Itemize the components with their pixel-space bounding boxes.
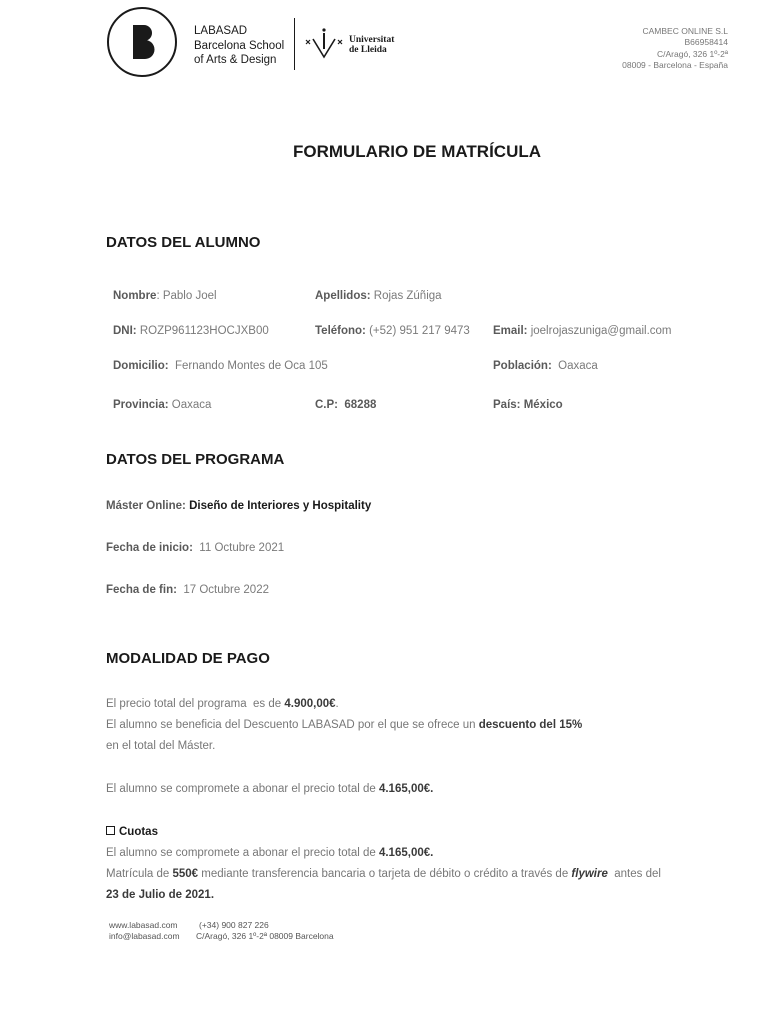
field-label: Provincia: <box>113 399 169 411</box>
footer-mail[interactable]: info@labasad.com <box>109 930 180 941</box>
field-dni <box>113 325 269 337</box>
university-emblem-icon <box>303 27 345 61</box>
text-run: El alumno se compromete a abonar el precio total de <box>106 847 379 859</box>
option-cuotas[interactable] <box>106 826 158 838</box>
school-name <box>194 24 284 68</box>
field-label: Población: <box>493 360 552 372</box>
labasad-logo <box>107 7 177 77</box>
text-run: El alumno se beneficia del Descuento LABASAD por el que se ofrece un <box>106 719 479 731</box>
footer-address: C/Aragó, 326 1º-2ª 08009 Barcelona <box>196 930 334 941</box>
field-value: joelrojaszuniga@gmail.com <box>527 325 672 337</box>
field-cp <box>315 399 376 411</box>
school-name-line: Barcelona School <box>194 39 285 52</box>
field-value: 17 Octubre 2022 <box>176 584 269 596</box>
field-value: Rojas Zúñiga <box>370 290 442 302</box>
text-line <box>106 715 746 736</box>
field-fecha-inicio <box>106 542 284 554</box>
field-label: C.P: <box>315 399 338 411</box>
field-label: Apellidos: <box>315 290 371 302</box>
text-run: mediante transferencia bancaria o tarjeta de débito o crédito a través de <box>198 868 572 880</box>
field-value: : Pablo Joel <box>156 290 217 302</box>
text-line <box>106 843 746 864</box>
field-master <box>106 500 371 512</box>
company-info <box>622 26 728 71</box>
field-domicilio <box>113 360 328 372</box>
section-title-pago: MODALIDAD DE PAGO <box>106 650 270 667</box>
company-line: CAMBEC ONLINE S.L <box>642 26 728 36</box>
university-name <box>349 35 394 55</box>
field-value: Oaxaca <box>168 399 212 411</box>
payment-paragraph-1 <box>106 694 746 757</box>
field-pais <box>493 399 563 411</box>
field-value: (+52) 951 217 9473 <box>365 325 470 337</box>
field-provincia <box>113 399 211 411</box>
text-run: antes del <box>607 868 661 880</box>
footer-phone: (+34) 900 827 226 <box>199 920 269 930</box>
deposit-amount: 550€ <box>172 868 199 880</box>
field-label: Fecha de inicio: <box>106 542 193 554</box>
field-email <box>493 325 672 337</box>
header-divider <box>294 18 295 70</box>
document-title: FORMULARIO DE MATRÍCULA <box>292 142 542 161</box>
text-run: Matrícula de <box>106 868 173 880</box>
discount-text: descuento del 15% <box>478 719 583 731</box>
price-discounted: 4.165,00€. <box>378 847 434 859</box>
field-value: 11 Octubre 2021 <box>192 542 285 554</box>
field-label: Fecha de fin: <box>106 584 177 596</box>
field-apellidos <box>315 290 442 302</box>
text-run: El precio total del programa es de <box>106 698 285 710</box>
section-title-alumno: DATOS DEL ALUMNO <box>106 234 261 251</box>
company-line: 08009 - Barcelona - España <box>622 59 728 70</box>
school-name-line: LABASAD <box>194 25 248 37</box>
field-telefono <box>315 325 470 337</box>
price-total: 4.900,00€ <box>284 698 336 710</box>
field-value: México <box>520 399 563 411</box>
footer-web[interactable]: www.labasad.com <box>109 920 178 930</box>
labasad-b-logo-icon <box>109 9 175 75</box>
price-discounted: 4.165,00€. <box>378 783 434 795</box>
text-run: El alumno se compromete a abonar el precio total de <box>106 783 379 795</box>
page-footer <box>109 920 334 941</box>
text-line <box>106 885 746 906</box>
field-label: Email: <box>493 325 528 337</box>
company-line: B66958414 <box>684 37 728 48</box>
company-line: C/Aragó, 326 1º-2ª <box>657 48 728 59</box>
field-value: Oaxaca <box>551 360 598 372</box>
field-label: País: <box>493 399 521 411</box>
deadline-date: 23 de Julio de 2021. <box>106 889 215 901</box>
field-value: 68288 <box>338 399 377 411</box>
field-value: ROZP961123HOCJXB00 <box>136 325 269 337</box>
section-title-programa: DATOS DEL PROGRAMA <box>106 451 285 468</box>
flywire-text: flywire <box>571 868 608 880</box>
text-line <box>106 864 746 885</box>
field-label: Domicilio: <box>113 360 169 372</box>
field-nombre <box>113 290 217 302</box>
school-name-line: of Arts & Design <box>194 54 277 66</box>
payment-paragraph-2 <box>106 779 746 800</box>
field-label: Máster Online: <box>106 500 186 512</box>
option-label: Cuotas <box>119 826 158 838</box>
checkbox-icon[interactable] <box>106 826 115 835</box>
field-value: Fernando Montes de Oca 105 <box>168 360 328 372</box>
text-line <box>106 694 746 715</box>
text-line: en el total del Máster. <box>106 740 216 752</box>
field-poblacion <box>493 360 598 372</box>
university-name-line: Universitat <box>349 35 395 45</box>
field-fecha-fin <box>106 584 269 596</box>
field-label: Teléfono: <box>315 325 366 337</box>
field-label: DNI: <box>113 325 137 337</box>
field-label: Nombre <box>113 290 157 302</box>
field-value: Diseño de Interiores y Hospitality <box>185 500 372 512</box>
payment-paragraph-3 <box>106 843 746 906</box>
university-name-line: de Lleida <box>349 45 387 55</box>
text-run: . <box>335 698 339 710</box>
